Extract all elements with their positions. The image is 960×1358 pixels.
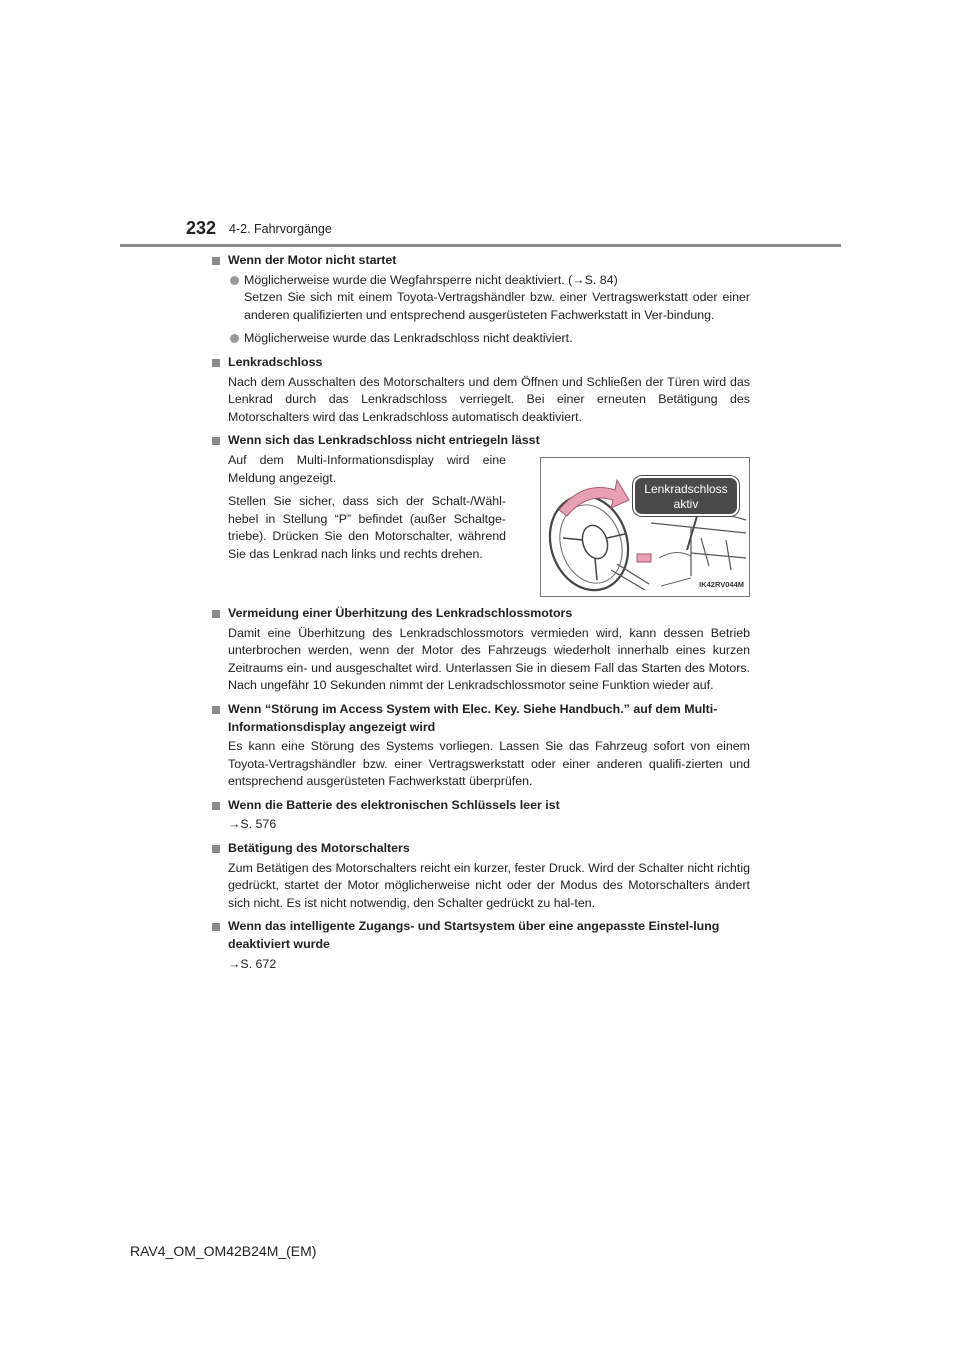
section-heading bbox=[210, 701, 750, 736]
figure-code: IK42RV044M bbox=[699, 580, 744, 590]
heading-text: Wenn die Batterie des elektronischen Schlüssels leer ist bbox=[228, 797, 560, 812]
engine-switch-highlight bbox=[637, 554, 651, 562]
section-heading bbox=[210, 252, 750, 270]
figure-text bbox=[210, 452, 506, 597]
square-bullet-icon bbox=[212, 706, 220, 714]
section-heading bbox=[210, 432, 750, 450]
section-heading bbox=[210, 840, 750, 858]
heading-text: Wenn der Motor nicht startet bbox=[228, 253, 397, 267]
heading-text: Wenn “Störung im Access System with Elec. Key. Siehe Handbuch.” auf dem Multi-Informationsdisplay angezeigt wird bbox=[228, 701, 718, 734]
figure-row bbox=[210, 452, 750, 597]
heading-text: Vermeidung einer Überhitzung des Lenkradschlossmotors bbox=[228, 605, 573, 620]
steering-column bbox=[611, 564, 649, 590]
circle-bullet-icon bbox=[230, 276, 239, 285]
section-heading bbox=[210, 605, 750, 623]
square-bullet-icon bbox=[212, 437, 220, 445]
console-lines bbox=[659, 552, 691, 586]
bullet-text-continued: Setzen Sie sich mit einem Toyota-Vertragshändler bzw. einer Vertragswerkstatt oder einer anderen qualifizierten und entsprechend ausgerüsteten Fachwerkstatt in Ver-bindung. bbox=[244, 290, 750, 322]
section-body: Es kann eine Störung des Systems vorliegen. Lassen Sie das Fahrzeug sofort von einem Toyota-Vertragshändler bzw. einer Vertragswerkstatt oder einer anderen qualifi-zierten und entsprechend ausgerüsteten Fachwerkstatt überprüfen. bbox=[228, 739, 750, 789]
dashboard-outline bbox=[636, 509, 746, 576]
square-bullet-icon bbox=[212, 359, 220, 367]
section-body: Zum Betätigen des Motorschalters reicht ein kurzer, fester Druck. Wird der Schalter nicht richtig gedrückt, startet der Motor möglicherweise nicht oder der Modus des Motorschalters ändert sich nicht. Es ist nicht notwendig, den Schalter gedrückt zu hal-ten. bbox=[228, 860, 750, 910]
section-heading bbox=[210, 797, 750, 815]
paragraph: Stellen Sie sicher, dass sich der Schalt-/Wähl-hebel in Stellung “P” befindet (außer Schaltge-triebe). Drücken Sie den Motorschalter, während Sie das Lenkrad nach links und rechts drehen. bbox=[228, 494, 506, 561]
bullet-item bbox=[210, 272, 750, 325]
bullet-text: Möglicherweise wurde das Lenkradschloss nicht deaktiviert. bbox=[244, 331, 573, 346]
heading-text: Betätigung des Motorschalters bbox=[228, 841, 410, 856]
page-reference: →S. 672 bbox=[228, 956, 277, 971]
steering-lock-illustration bbox=[540, 457, 750, 597]
paragraph: Auf dem Multi-Informationsdisplay wird eine Meldung angezeigt. bbox=[228, 452, 506, 485]
document-id: RAV4_OM_OM42B24M_(EM) bbox=[130, 1243, 317, 1259]
rotate-arrow-icon bbox=[559, 480, 629, 516]
page-number: 232 bbox=[186, 218, 217, 238]
header-rule bbox=[120, 244, 841, 247]
square-bullet-icon bbox=[212, 610, 220, 618]
display-message-callout bbox=[633, 476, 739, 516]
section-body: Damit eine Überhitzung des Lenkradschlossmotors vermieden wird, kann dessen Betrieb unterbrochen werden, wenn der Motor des Fahrzeugs wiederholt innerhalb eines kurzen Zeitraums ein- und ausgeschaltet wird. Unterlassen Sie in diesem Fall das Starten des Motors. Nach ungefähr 10 Sekunden nimmt der Lenkradschlossmotor seine Funktion wieder auf. bbox=[228, 625, 750, 693]
square-bullet-icon bbox=[212, 802, 220, 810]
callout-line: aktiv bbox=[673, 496, 699, 511]
heading-text: Wenn das intelligente Zugangs- und Startsystem über eine angepasste Einstel-lung deaktiviert wurde bbox=[228, 919, 720, 952]
heading-text: Lenkradschloss bbox=[228, 354, 323, 369]
callout-line: Lenkradschloss bbox=[644, 481, 728, 496]
square-bullet-icon bbox=[212, 845, 220, 853]
section-heading bbox=[210, 354, 750, 372]
section-body: Nach dem Ausschalten des Motorschalters und dem Öffnen und Schließen der Türen wird das Lenkrad durch das Lenkradschloss verriegelt. Bei einer erneuten Betätigung des Motorschalters wird das Lenkradschloss automatisch deaktiviert. bbox=[228, 374, 750, 424]
chapter-title: 4-2. Fahrvorgänge bbox=[229, 222, 332, 236]
heading-text: Wenn sich das Lenkradschloss nicht entriegeln lässt bbox=[228, 433, 540, 448]
bullet-text: Möglicherweise wurde die Wegfahrsperre nicht deaktiviert. (→S. 84) bbox=[244, 272, 618, 287]
section-heading bbox=[210, 918, 750, 953]
square-bullet-icon bbox=[212, 257, 220, 265]
square-bullet-icon bbox=[212, 923, 220, 931]
bullet-item bbox=[210, 330, 750, 348]
circle-bullet-icon bbox=[230, 334, 239, 343]
page-reference: →S. 576 bbox=[228, 817, 277, 832]
steering-hub bbox=[578, 522, 611, 562]
page-content bbox=[210, 252, 750, 979]
callout-pointer bbox=[687, 516, 697, 550]
